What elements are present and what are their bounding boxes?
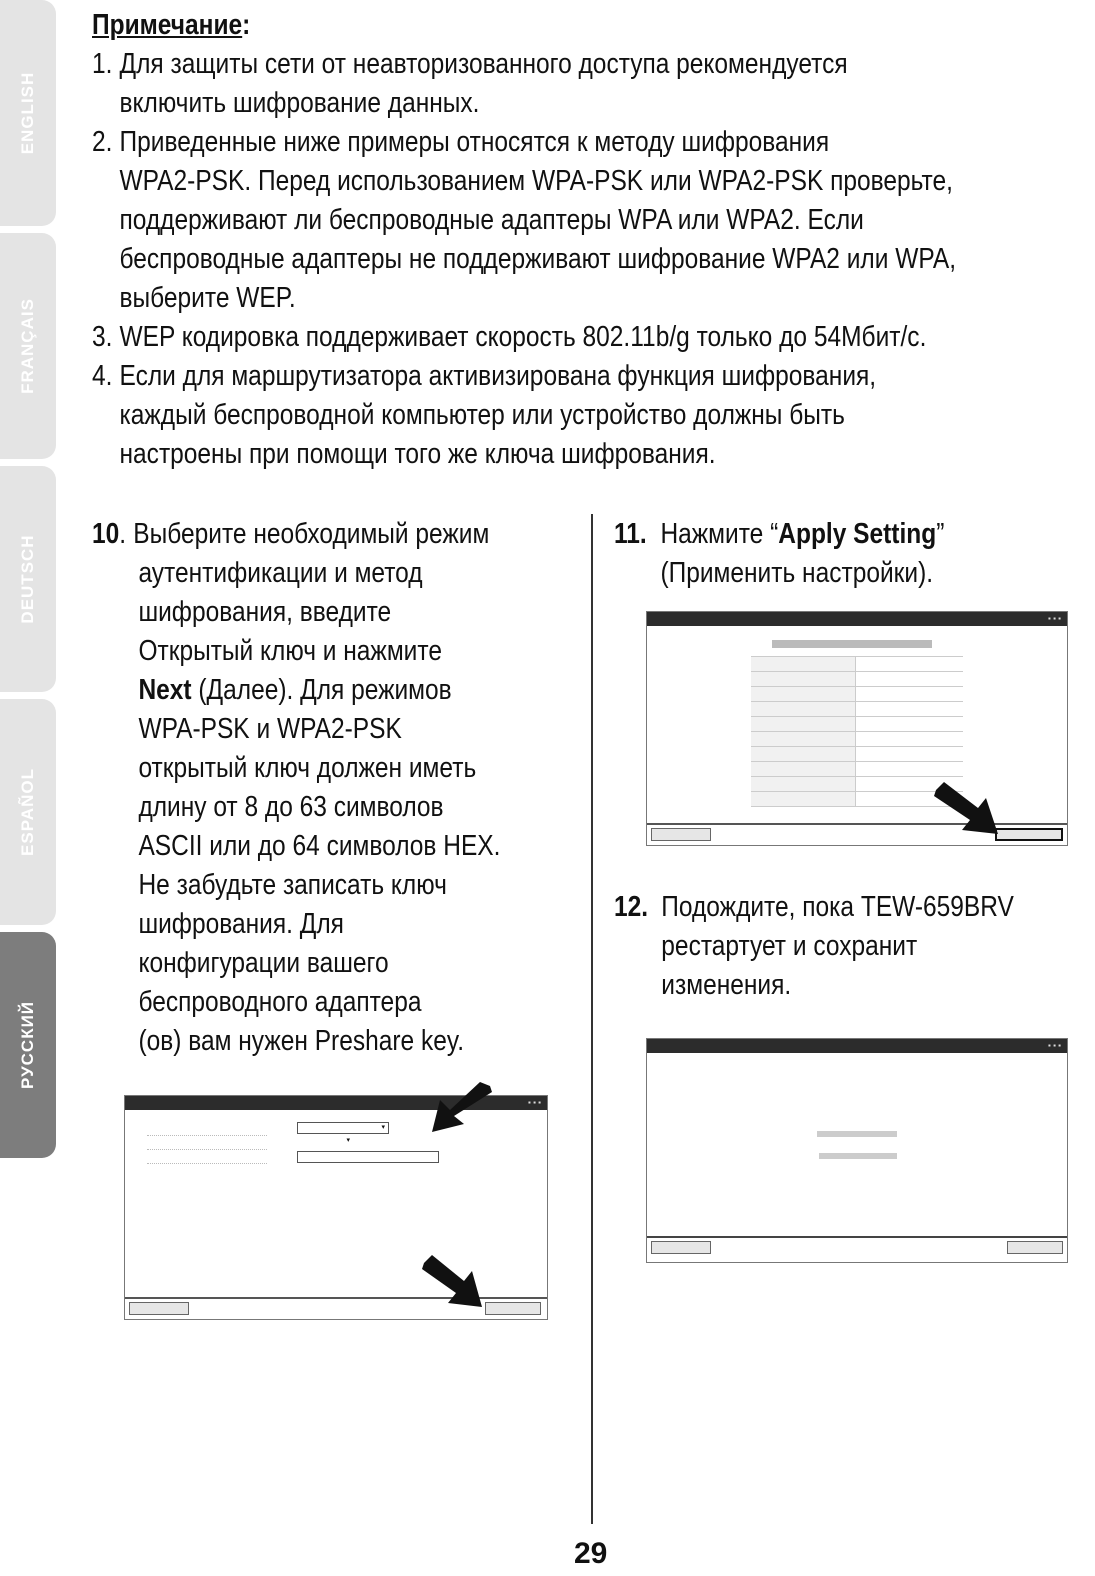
preshare-key-field[interactable] [297, 1151, 439, 1163]
step-line: Выберите необходимый режим [133, 518, 490, 550]
window-controls-icon: ▪ ▪ ▪ [1048, 614, 1061, 623]
table-cell-value [856, 702, 963, 716]
step-line: (Применить настройки). [660, 557, 934, 589]
table-cell-value [856, 747, 963, 761]
tab-label: ESPAÑOL [18, 768, 37, 856]
step-12-body [614, 888, 1061, 1005]
table-cell-label [751, 732, 856, 746]
table-cell-value [856, 672, 963, 686]
step-line: Подождите, пока TEW-659BRV [661, 891, 1014, 923]
note-colon: : [242, 9, 251, 41]
table-cell-value [856, 657, 963, 671]
note-item-2 [92, 123, 1095, 318]
apply-setting-button[interactable] [995, 828, 1063, 841]
note-item-3 [92, 318, 1095, 357]
wizard-titlebar [647, 612, 1067, 626]
step-11 [614, 515, 1061, 593]
column-divider [591, 514, 593, 1524]
step-10-body [92, 515, 574, 1061]
tab-espanol[interactable] [0, 699, 56, 925]
back-button[interactable] [651, 1241, 711, 1254]
note-line: поддерживают ли беспроводные адаптеры WPA или WPA2. Если [119, 204, 864, 236]
arrow-icon [932, 782, 1002, 838]
apply-setting-label: Apply Setting [778, 518, 937, 550]
table-row [751, 687, 963, 702]
step-line-next [138, 671, 573, 710]
next-button[interactable] [1007, 1241, 1063, 1254]
step-line: (ов) вам нужен Preshare key. [138, 1025, 465, 1057]
wizard-footer [647, 823, 1067, 845]
table-cell-label [751, 747, 856, 761]
note-line: WEP кодировка поддерживает скорость 802.11b/g только до 54Мбит/с. [119, 321, 927, 353]
note-line: настроены при помощи того же ключа шифрования. [119, 438, 716, 470]
arrow-icon [420, 1255, 486, 1311]
note-item-4 [92, 357, 1095, 474]
next-button[interactable] [485, 1302, 541, 1315]
table-row [751, 717, 963, 732]
table-cell-label [751, 672, 856, 686]
note-line: беспроводные адаптеры не поддерживают шифрование WPA2 или WPA, [119, 243, 957, 275]
tab-label: ENGLISH [18, 71, 37, 155]
step-line: длину от 8 до 63 символов [138, 791, 444, 823]
confirm-caption [772, 640, 932, 648]
table-cell-label [751, 777, 856, 791]
tab-label: DEUTSCH [18, 534, 37, 624]
status-caption [819, 1153, 897, 1159]
chevron-down-icon: ▾ [346, 1137, 350, 1144]
step-line: аутентификации и метод [138, 557, 423, 589]
note-line: Для защиты сети от неавторизованного доступа рекомендуется [119, 48, 848, 80]
note-line: выберите WEP. [119, 282, 296, 314]
table-row [751, 732, 963, 747]
summary-screenshot [646, 611, 1068, 846]
language-tabs [0, 0, 56, 1160]
tab-label: РУССКИЙ [18, 1000, 37, 1090]
table-cell-value [856, 732, 963, 746]
page-number: 29 [574, 1537, 608, 1570]
back-button[interactable] [129, 1302, 189, 1315]
note-line: Если для маршрутизатора активизирована функция шифрования, [119, 360, 877, 392]
table-cell-label [751, 792, 856, 806]
note-item-number: 2. [92, 126, 113, 158]
table-cell-label [751, 717, 856, 731]
tab-francais[interactable] [0, 233, 56, 459]
step-12-number: 12. [614, 891, 649, 923]
tab-label: FRANÇAIS [18, 298, 37, 394]
table-cell-label [751, 657, 856, 671]
step-line [660, 515, 1061, 554]
restart-screenshot [646, 1038, 1068, 1263]
table-row [751, 762, 963, 777]
table-cell-value [856, 762, 963, 776]
wizard-titlebar [647, 1039, 1067, 1053]
step-line: WPA-PSK и WPA2-PSK [138, 713, 402, 745]
back-button[interactable] [651, 828, 711, 841]
window-controls-icon: ▪ ▪ ▪ [1048, 1041, 1061, 1050]
step-11-pre: Нажмите “ [660, 518, 779, 550]
table-row [751, 747, 963, 762]
step-10 [92, 515, 574, 1061]
step-line: Открытый ключ и нажмите [138, 635, 442, 667]
chevron-down-icon: ▾ [381, 1124, 385, 1131]
step-10-number: 10 [92, 518, 120, 550]
wizard-footer [647, 1236, 1067, 1258]
table-cell-label [751, 762, 856, 776]
security-mode-select[interactable] [297, 1122, 389, 1134]
step-line: изменения. [661, 969, 792, 1001]
status-caption [817, 1131, 897, 1137]
step-10-dot: . [119, 518, 127, 550]
next-label: Next [138, 674, 192, 706]
note-item-number: 4. [92, 360, 113, 392]
note-line: включить шифрование данных. [119, 87, 480, 119]
note-heading [92, 6, 1095, 45]
step-12 [614, 888, 1061, 1005]
step-line: (Далее). Для режимов [191, 674, 452, 706]
table-cell-label [751, 702, 856, 716]
table-cell-label [751, 687, 856, 701]
step-11-body [614, 515, 1061, 593]
setting-labels [147, 1122, 267, 1164]
tab-english[interactable] [0, 0, 56, 226]
step-line: конфигурации вашего [138, 947, 389, 979]
table-row [751, 672, 963, 687]
setting-label-row [147, 1122, 267, 1136]
setting-label-row [147, 1150, 267, 1164]
step-line: шифрования, введите [138, 596, 392, 628]
step-11-post: ” [936, 518, 945, 550]
note-item-1 [92, 45, 1095, 123]
step-line: рестартует и сохранит [661, 930, 918, 962]
step-number [92, 515, 126, 554]
step-line: беспроводного адаптера [138, 986, 422, 1018]
note-line: WPA2-PSK. Перед использованием WPA-PSK или WPA2-PSK проверьте, [119, 165, 953, 197]
step-line: открытый ключ должен иметь [138, 752, 477, 784]
note-item-number: 1. [92, 48, 113, 80]
table-row [751, 657, 963, 672]
tab-russian[interactable] [0, 932, 56, 1158]
note-item-number: 3. [92, 321, 113, 353]
note-line: каждый беспроводной компьютер или устройство должны быть [119, 399, 845, 431]
step-line: шифрования. Для [138, 908, 344, 940]
step-line: ASCII или до 64 символов HEX. [138, 830, 501, 862]
encryption-select[interactable] [297, 1136, 353, 1148]
tab-deutsch[interactable] [0, 466, 56, 692]
arrow-icon [428, 1082, 494, 1136]
note-title: Примечание [92, 9, 243, 41]
table-row [751, 702, 963, 717]
note-block [92, 6, 1095, 474]
table-cell-value [856, 717, 963, 731]
window-controls-icon: ▪ ▪ ▪ [528, 1098, 541, 1107]
setting-label-row [147, 1136, 267, 1150]
step-11-number: 11. [614, 518, 647, 550]
step-line: Не забудьте записать ключ [138, 869, 447, 901]
table-cell-value [856, 687, 963, 701]
note-line: Приведенные ниже примеры относятся к методу шифрования [119, 126, 830, 158]
